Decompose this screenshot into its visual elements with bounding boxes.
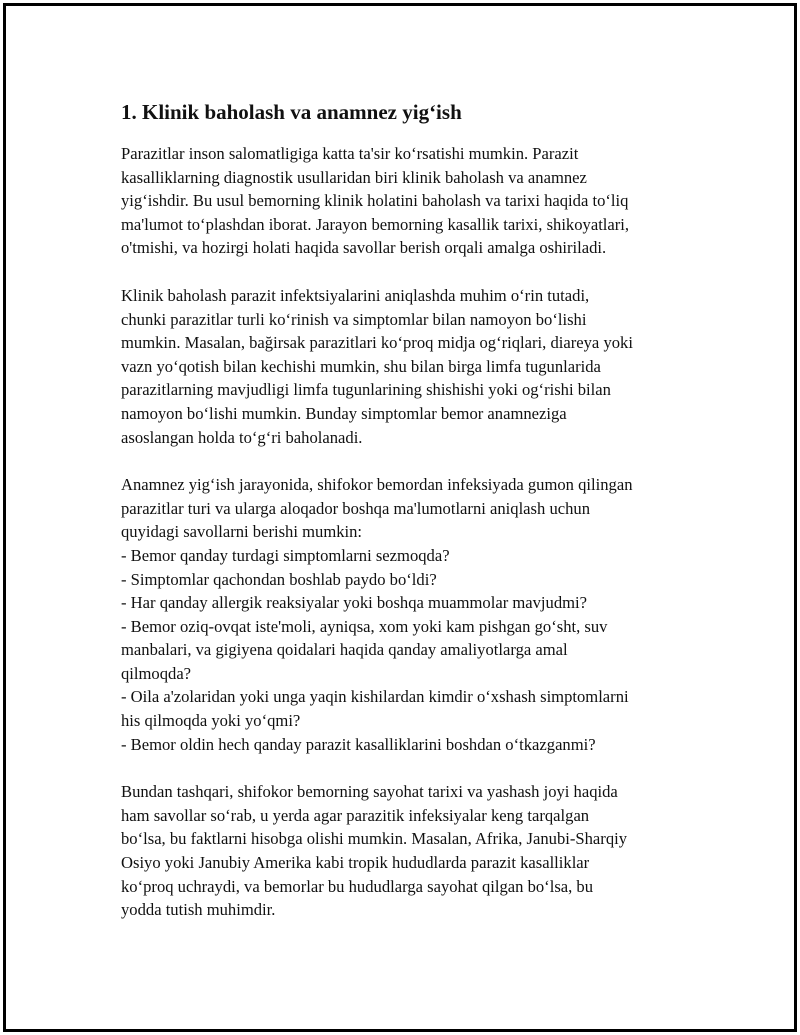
text-line: - Bemor oziq-ovqat iste'moli, ayniqsa, xom yoki kam pishgan go‘sht, suv [121, 616, 608, 636]
text-line: asoslangan holda to‘g‘ri baholanadi. [121, 427, 363, 447]
page-frame [3, 3, 797, 1032]
text-line: - Bemor oldin hech qanday parazit kasalliklarini boshdan o‘tkazganmi? [121, 734, 596, 754]
text-line: parazitlar turi va ularga aloqador boshqa ma'lumotlarni aniqlash uchun [121, 498, 591, 518]
text-line: his qilmoqda yoki yo‘qmi? [121, 711, 301, 731]
text-line: mumkin. Masalan, bağirsak parazitlari ko‘proq midja og‘riqlari, diareya yoki [121, 333, 633, 353]
text-line: parazitlarning mavjudligi limfa tugunlarining shishishi yoki og‘rishi bilan [121, 380, 611, 400]
text-line: - Bemor qanday turdagi simptomlarni sezmoqda? [121, 545, 450, 565]
text-line: bo‘lsa, bu faktlarni hisobga olishi mumkin. Masalan, Afrika, Janubi-Sharqiy [121, 829, 628, 849]
text-line: Parazitlar inson salomatligiga katta ta'sir ko‘rsatishi mumkin. Parazit [121, 144, 579, 163]
text-line: Klinik baholash parazit infektsiyalarini aniqlashda muhim o‘rin tutadi, [121, 285, 590, 305]
text-line: yodda tutish muhimdir. [121, 900, 276, 920]
text-line: ham savollar so‘rab, u yerda agar parazitik infeksiyalar keng tarqalgan [121, 805, 590, 825]
text-line: - Har qanday allergik reaksiyalar yoki boshqa muammolar mavjudmi? [121, 593, 588, 613]
text-line: quyidagi savollarni berishi mumkin: [121, 522, 363, 542]
text-line: namoyon bo‘lishi mumkin. Bunday simptomlar bemor anamneziga [121, 403, 567, 423]
paragraph-1 [121, 142, 701, 260]
document-content [121, 98, 701, 946]
text-line: yig‘ishdir. Bu usul bemorning klinik holatini baholash va tarixi haqida to‘liq [121, 191, 629, 211]
section-heading: 1. Klinik baholash va anamnez yig‘ish [121, 100, 462, 124]
paragraph-4 [121, 780, 701, 922]
text-line: ma'lumot to‘plashdan iborat. Jarayon bemorning kasallik tarixi, shikoyatlari, [121, 214, 630, 234]
text-line: - Oila a'zolaridan yoki unga yaqin kishilardan kimdir o‘xshash simptomlarni [121, 687, 629, 707]
text-line: chunki parazitlar turli ko‘rinish va simptomlar bilan namoyon bo‘lishi [121, 309, 587, 329]
text-line: manbalari, va gigiyena qoidalari haqida qanday amaliyotlarga amal [121, 640, 568, 660]
text-line: qilmoqda? [121, 663, 192, 683]
text-line: ko‘proq uchraydi, va bemorlar bu hududlarga sayohat qilgan bo‘lsa, bu [121, 876, 594, 896]
paragraph-2 [121, 284, 701, 449]
text-line: - Simptomlar qachondan boshlab paydo bo‘ldi? [121, 569, 437, 589]
text-line: kasalliklarning diagnostik usullaridan biri klinik baholash va anamnez [121, 167, 587, 187]
text-line: Anamnez yig‘ish jarayonida, shifokor bemordan infeksiyada gumon qilingan [121, 475, 633, 495]
paragraph-3 [121, 473, 701, 756]
text-line: Osiyo yoki Janubiy Amerika kabi tropik hududlarda parazit kasalliklar [121, 853, 590, 873]
text-line: vazn yo‘qotish bilan kechishi mumkin, shu bilan birga limfa tugunlarida [121, 356, 601, 376]
paragraph-container [121, 142, 701, 922]
text-line: Bundan tashqari, shifokor bemorning sayohat tarixi va yashash joyi haqida [121, 782, 618, 802]
text-line: o'tmishi, va hozirgi holati haqida savollar berish orqali amalga oshiriladi. [121, 238, 607, 258]
